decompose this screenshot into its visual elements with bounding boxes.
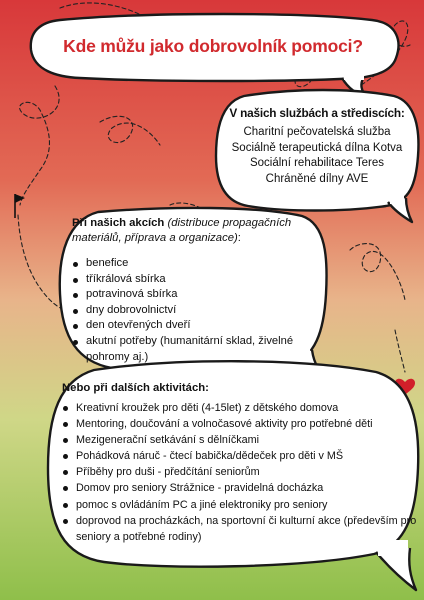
actions-bubble xyxy=(58,208,330,380)
title-bubble xyxy=(26,14,400,86)
flag-icon xyxy=(15,194,25,218)
list-item-text: Kreativní kroužek pro děti (4-15let) z dětského domova xyxy=(76,402,339,414)
list-item xyxy=(62,480,418,496)
bullet-icon xyxy=(63,406,68,411)
bullet-icon xyxy=(63,503,68,508)
services-bubble xyxy=(214,90,420,222)
bullet-icon xyxy=(73,324,78,329)
bullet-icon xyxy=(73,262,78,267)
service-item: Sociální rehabilitace Teres xyxy=(249,157,385,169)
list-item-text: Příběhy pro duši - předčítání seniorům xyxy=(76,466,260,479)
list-item-text: tříkrálová sbírka xyxy=(86,272,166,285)
service-item: Charitní pečovatelská služba xyxy=(243,126,391,138)
actions-suffix: : xyxy=(237,232,241,244)
list-item xyxy=(62,400,418,416)
list-item xyxy=(72,303,322,319)
actions-intro xyxy=(72,216,322,246)
list-item-text: akutní potřeby (humanitární sklad, živelné pohromy aj.) xyxy=(86,334,294,363)
service-item: Chráněné dílny AVE xyxy=(265,172,369,185)
list-item xyxy=(62,448,418,464)
list-item xyxy=(62,464,418,480)
bullet-icon xyxy=(63,519,68,524)
activities-heading: Nebo při dalších aktivitách: xyxy=(62,382,209,394)
service-item: Sociálně terapeutická dílna Kotva xyxy=(231,141,403,154)
list-item-text: den otevřených dveří xyxy=(86,319,191,332)
list-item xyxy=(72,287,322,303)
actions-list xyxy=(72,256,322,365)
page-title: Kde můžu jako dobrovolník pomoci? xyxy=(63,36,363,56)
list-item-text: Domov pro seniory Strážnice - pravidelná docházka xyxy=(76,482,324,495)
bullet-icon xyxy=(63,470,68,475)
activities-list xyxy=(62,400,418,545)
list-item xyxy=(72,272,322,288)
bullet-icon xyxy=(73,278,78,283)
list-item xyxy=(72,318,322,334)
activities-bubble xyxy=(44,358,422,594)
list-item-text: benefice xyxy=(86,257,129,269)
actions-heading: Při našich akcích xyxy=(72,217,165,229)
bullet-icon xyxy=(73,293,78,298)
bullet-icon xyxy=(73,309,78,314)
services-heading: V našich službách a střediscích: xyxy=(229,106,405,120)
list-item xyxy=(62,416,418,432)
list-item xyxy=(72,256,322,272)
bullet-icon xyxy=(63,422,68,427)
list-item-text: Pohádková náruč - čtecí babička/dědeček pro děti v MŠ xyxy=(76,450,344,463)
list-item-text: potravinová sbírka xyxy=(86,288,178,301)
list-item xyxy=(62,513,418,545)
list-item-text: pomoc s ovládáním PC a jiné elektroniky pro seniory xyxy=(76,498,328,511)
list-item xyxy=(62,497,418,513)
list-item-text: dny dobrovolnictví xyxy=(86,303,177,316)
bullet-icon xyxy=(63,438,68,443)
bullet-icon xyxy=(63,486,68,491)
actions-subheading: (distribuce propagačních materiálů, příprava a organizace) xyxy=(72,217,292,244)
list-item-text: doprovod na procházkách, na sportovní či kulturní akce (především pro seniory a potřebné rodiny) xyxy=(76,514,417,543)
list-item-text: Mentoring, doučování a volnočasové aktivity pro potřebné děti xyxy=(76,418,373,431)
list-item xyxy=(62,432,418,448)
bullet-icon xyxy=(63,454,68,459)
list-item-text: Mezigenerační setkávání s dělníčkami xyxy=(76,434,260,447)
bullet-icon xyxy=(73,340,78,345)
